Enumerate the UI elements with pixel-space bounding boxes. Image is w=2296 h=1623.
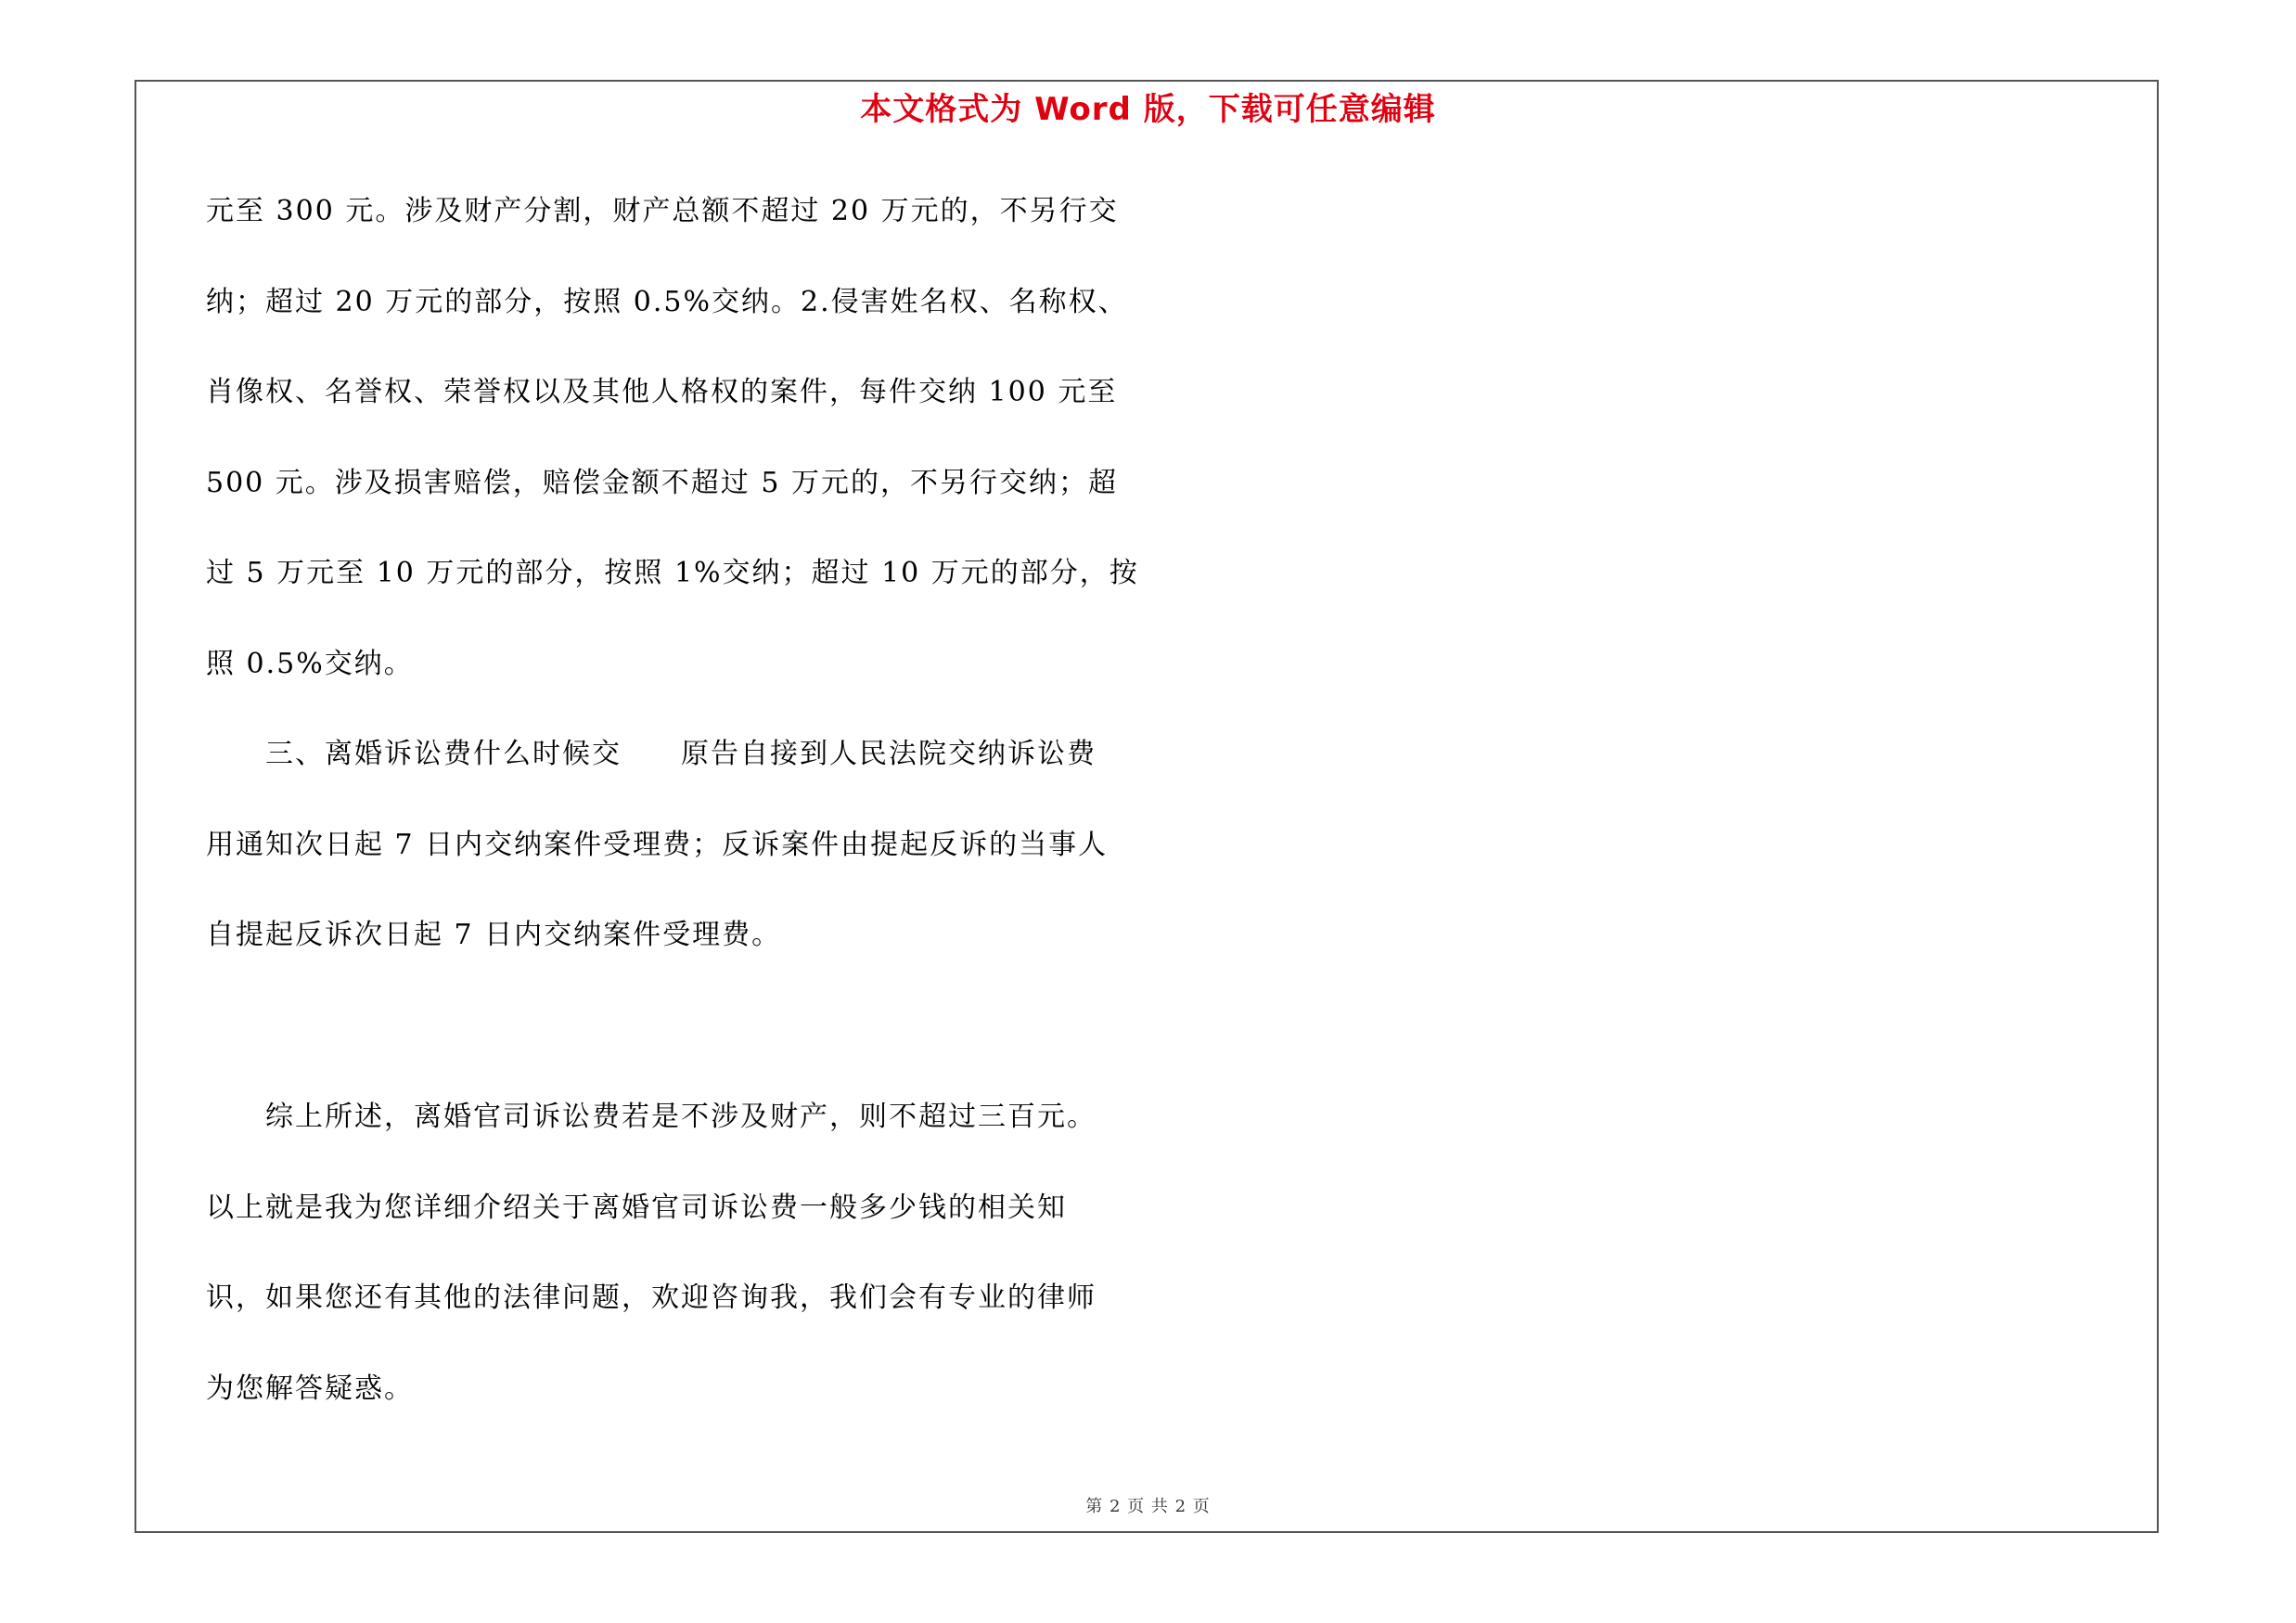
format-notice-banner: 本文格式为 Word 版，下载可任意编辑	[860, 91, 1436, 128]
body-line: 过 5 万元至 10 万元的部分，按照 1%交纳；超过 10 万元的部分，按	[206, 557, 1139, 589]
body-line: 纳；超过 20 万元的部分，按照 0.5%交纳。2.侵害姓名权、名称权、	[206, 286, 1128, 318]
body-line: 肖像权、名誉权、荣誉权以及其他人格权的案件，每件交纳 100 元至	[206, 376, 1118, 408]
body-line: 自提起反诉次日起 7 日内交纳案件受理费。	[206, 919, 782, 951]
body-line: 为您解答疑惑。	[206, 1372, 414, 1405]
body-line: 以上就是我为您详细介绍关于离婚官司诉讼费一般多少钱的相关知	[206, 1191, 1067, 1224]
body-line: 用通知次日起 7 日内交纳案件受理费；反诉案件由提起反诉的当事人	[206, 829, 1109, 861]
page-number: 第 2 页 共 2 页	[1085, 1497, 1211, 1516]
section-heading-line: 三、离婚诉讼费什么时候交 原告自接到人民法院交纳诉讼费	[206, 738, 1097, 770]
body-line: 照 0.5%交纳。	[206, 648, 414, 680]
body-line: 识，如果您还有其他的法律问题，欢迎咨询我，我们会有专业的律师	[206, 1282, 1097, 1314]
body-line: 500 元。涉及损害赔偿，赔偿金额不超过 5 万元的，不另行交纳；超	[206, 467, 1118, 499]
summary-line: 综上所述，离婚官司诉讼费若是不涉及财产，则不超过三百元。	[206, 1101, 1097, 1133]
body-line: 元至 300 元。涉及财产分割，财产总额不超过 20 万元的，不另行交	[206, 195, 1119, 227]
